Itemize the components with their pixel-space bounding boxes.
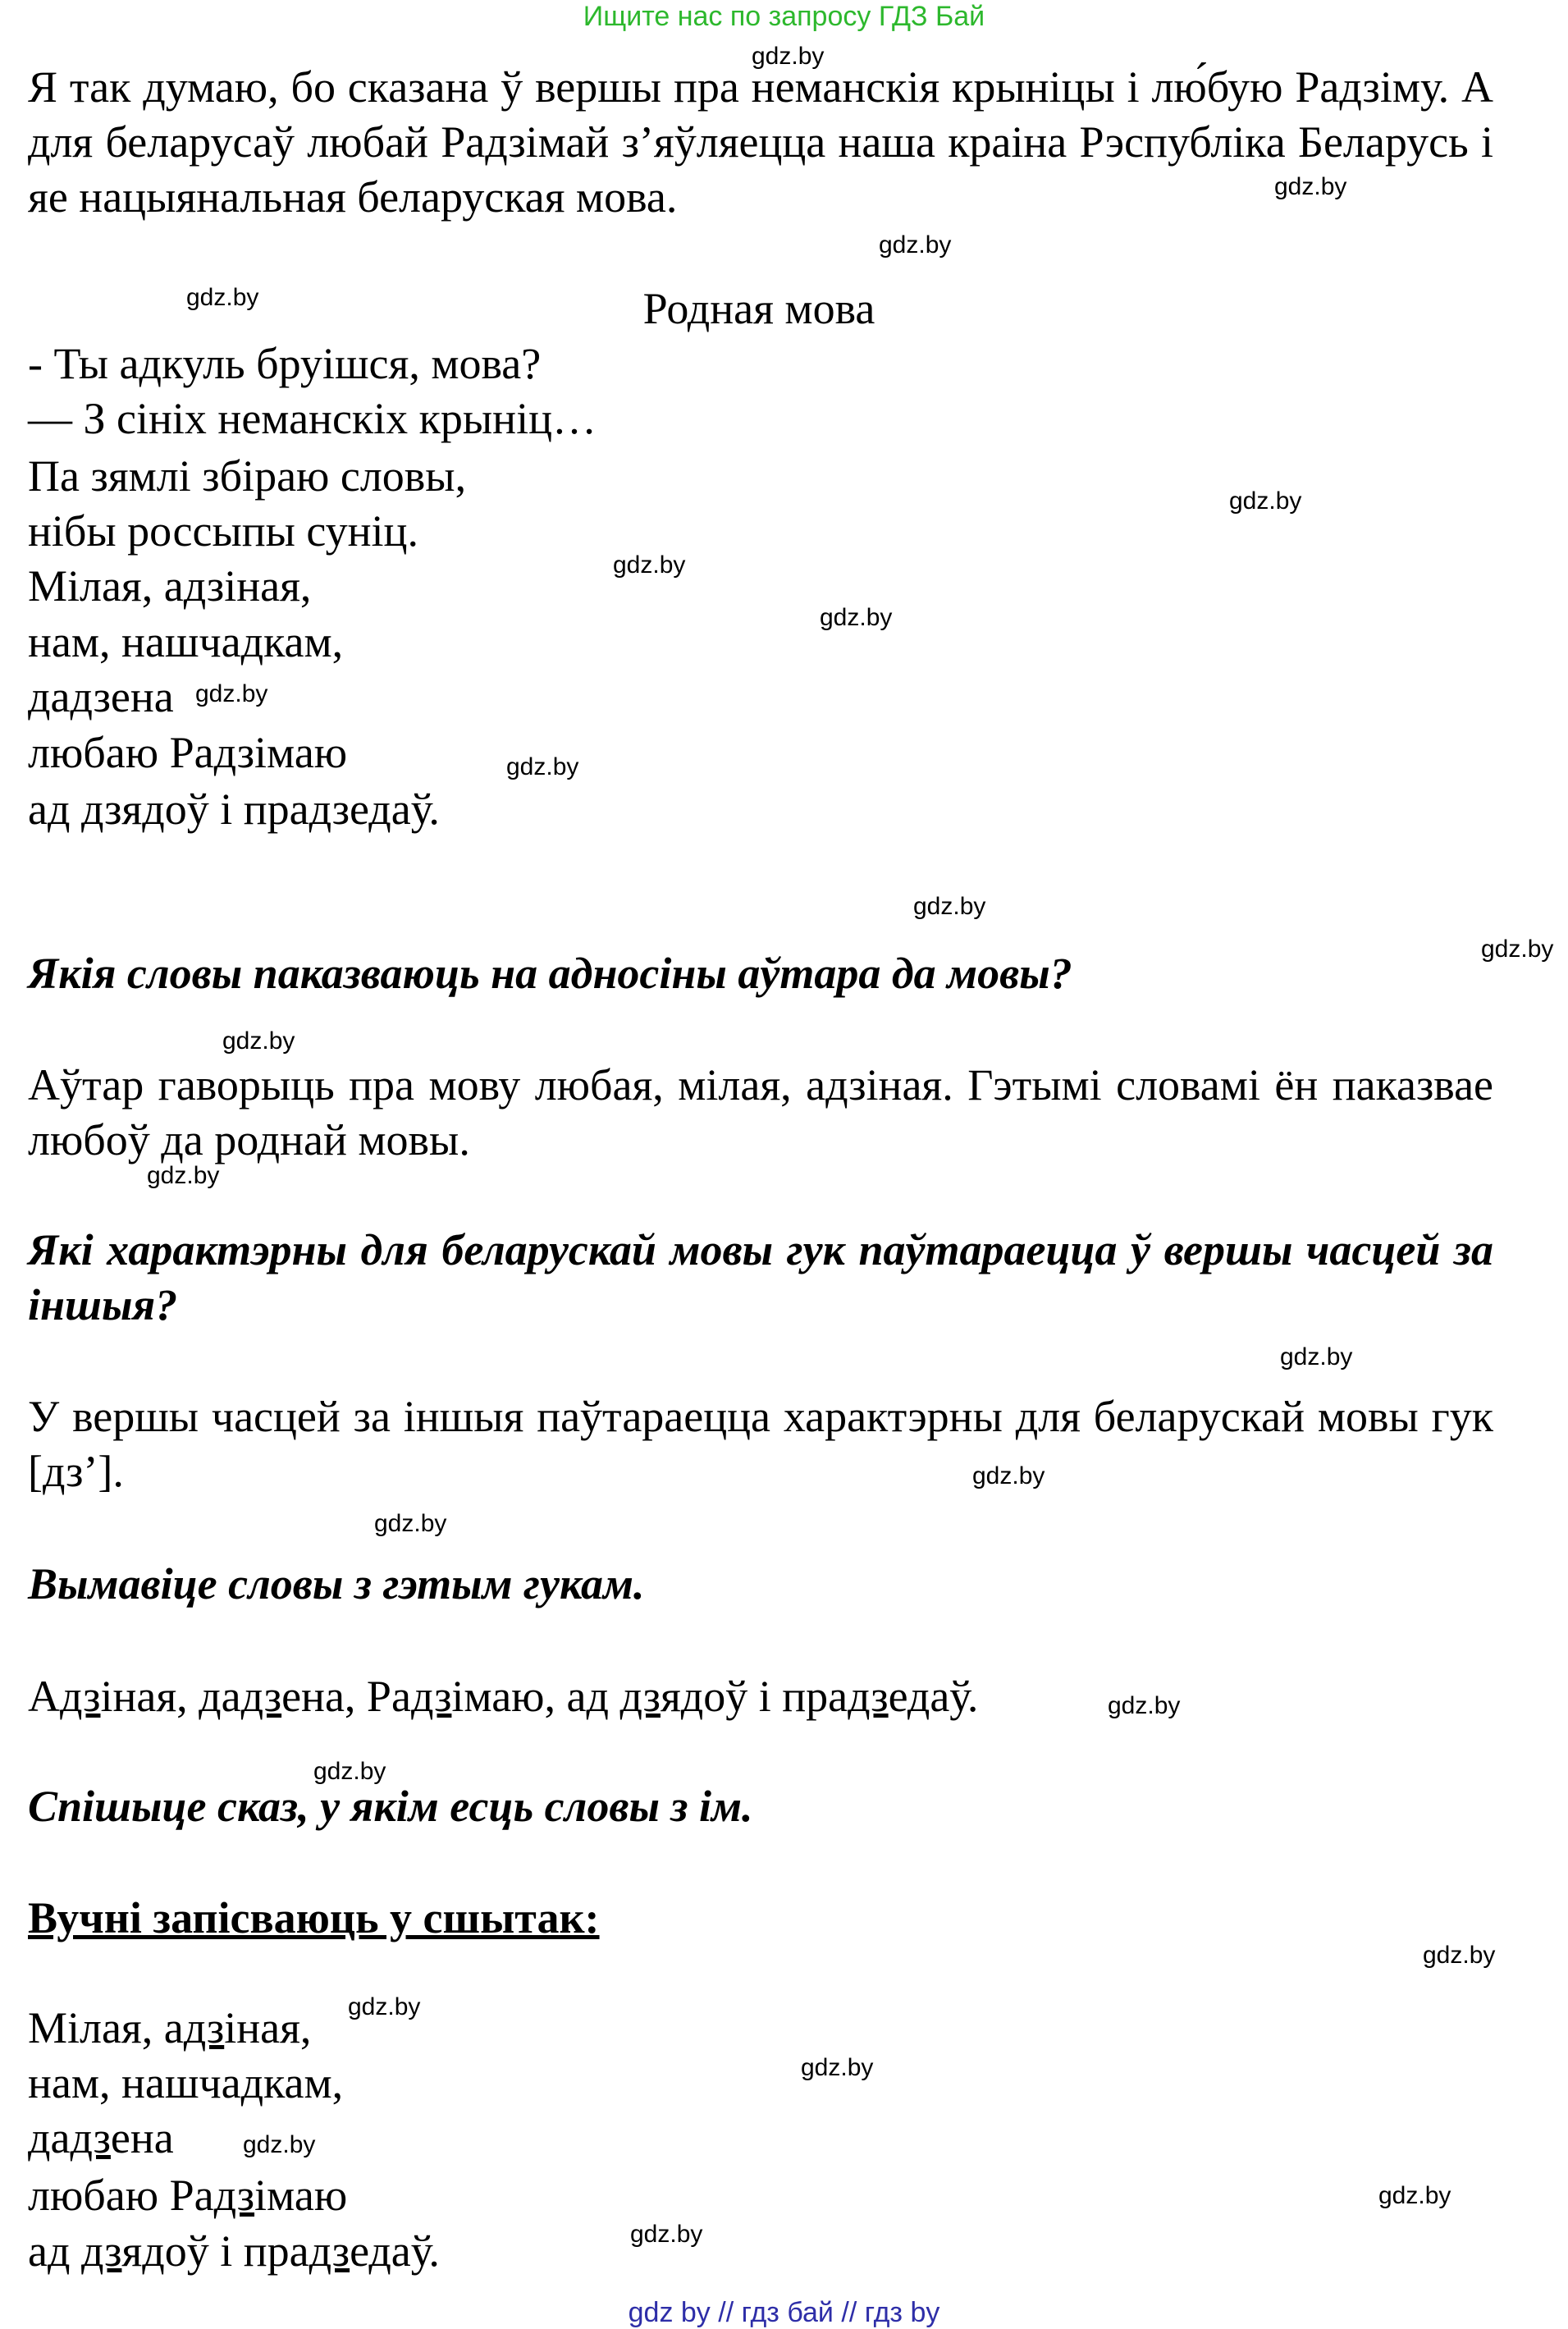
notebook-line: ад дзядоў і прадзедаў. (28, 2226, 440, 2276)
poem-title: Родная мова (642, 284, 875, 333)
poem-line: ад дзядоў і прадзедаў. (28, 785, 440, 834)
poem-line: Мілая, адзіная, (28, 561, 312, 611)
watermark: gdz.by (348, 1993, 421, 2020)
notebook-label: Вучні запісваюць у сшытак: (28, 1893, 600, 1942)
footer-links[interactable]: gdz by // гдз бай // гдз by (628, 2297, 940, 2328)
watermark: gdz.by (613, 551, 686, 579)
poem-line: Па зямлі збіраю словы, (28, 451, 467, 501)
answer-2: У вершы часцей за іншыя паўтараецца характэрны для беларускай мовы гук [дз’]. (28, 1392, 1493, 1496)
question-1: Якія словы паказваюць на адносіны аўтара да мовы? (28, 949, 1072, 998)
watermark: gdz.by (972, 1462, 1045, 1489)
poem-line: — З сініх неманскіх крыніц… (28, 394, 597, 443)
watermark: gdz.by (630, 2221, 703, 2248)
watermark: gdz.by (801, 2054, 874, 2081)
answer-1: Аўтар гаворыць пра мову любая, мілая, адзіная. Гэтымі словамі ён паказвае любоў да роднай мовы. (28, 1060, 1493, 1164)
watermark: gdz.by (313, 1758, 386, 1785)
watermark: gdz.by (222, 1027, 295, 1055)
watermark: gdz.by (147, 1162, 220, 1189)
poem-line: дадзена (28, 672, 174, 721)
watermark: gdz.by (1274, 173, 1347, 200)
watermark: gdz.by (1378, 2182, 1451, 2209)
watermark: gdz.by (1481, 936, 1554, 963)
watermark: gdz.by (1108, 1692, 1181, 1719)
question-2: Які характэрны для беларускай мовы гук паўтараецца ў вершы часцей за іншыя? (28, 1225, 1493, 1329)
watermark: gdz.by (820, 604, 893, 631)
watermark: gdz.by (1229, 487, 1302, 515)
notebook-line: нам, нашчадкам, (28, 2058, 344, 2107)
watermark: gdz.by (913, 893, 986, 920)
poem-line: нібы россыпы суніц. (28, 506, 418, 556)
question-4: Спішыце сказ, у якім есць словы з ім. (28, 1782, 753, 1831)
notebook-line: дадзена (28, 2113, 174, 2162)
watermark: gdz.by (506, 753, 579, 780)
watermark: gdz.by (1423, 1942, 1496, 1969)
answer-3: Адзіная, дадзена, Радзімаю, ад дзядоў і прадзедаў. (28, 1672, 979, 1721)
top-banner[interactable]: Ищите нас по запросу ГДЗ Бай (583, 1, 985, 32)
question-3: Вымавіце словы з гэтым гукам. (28, 1559, 645, 1608)
watermark: gdz.by (374, 1510, 447, 1537)
watermark: gdz.by (243, 2131, 316, 2158)
watermark: gdz.by (186, 284, 259, 311)
watermark: gdz.by (752, 43, 825, 70)
notebook-line: любаю Радзімаю (28, 2171, 348, 2220)
watermark: gdz.by (879, 231, 952, 259)
watermark: gdz.by (195, 680, 268, 707)
poem-line: любаю Радзімаю (28, 728, 348, 777)
poem-line: - Ты адкуль бруішся, мова? (28, 339, 542, 388)
poem-line: нам, нашчадкам, (28, 617, 344, 666)
intro-paragraph: Я так думаю, бо сказана ў вершы пра неманскія крыніцы і лю́бую Радзіму. А для беларусаў любай Радзімай з’яўляецца наша краіна Рэспубліка Беларусь і яе нацыянальная беларуская мова. (28, 62, 1493, 222)
notebook-line: Мілая, адзіная, (28, 2003, 312, 2052)
watermark: gdz.by (1280, 1343, 1353, 1370)
